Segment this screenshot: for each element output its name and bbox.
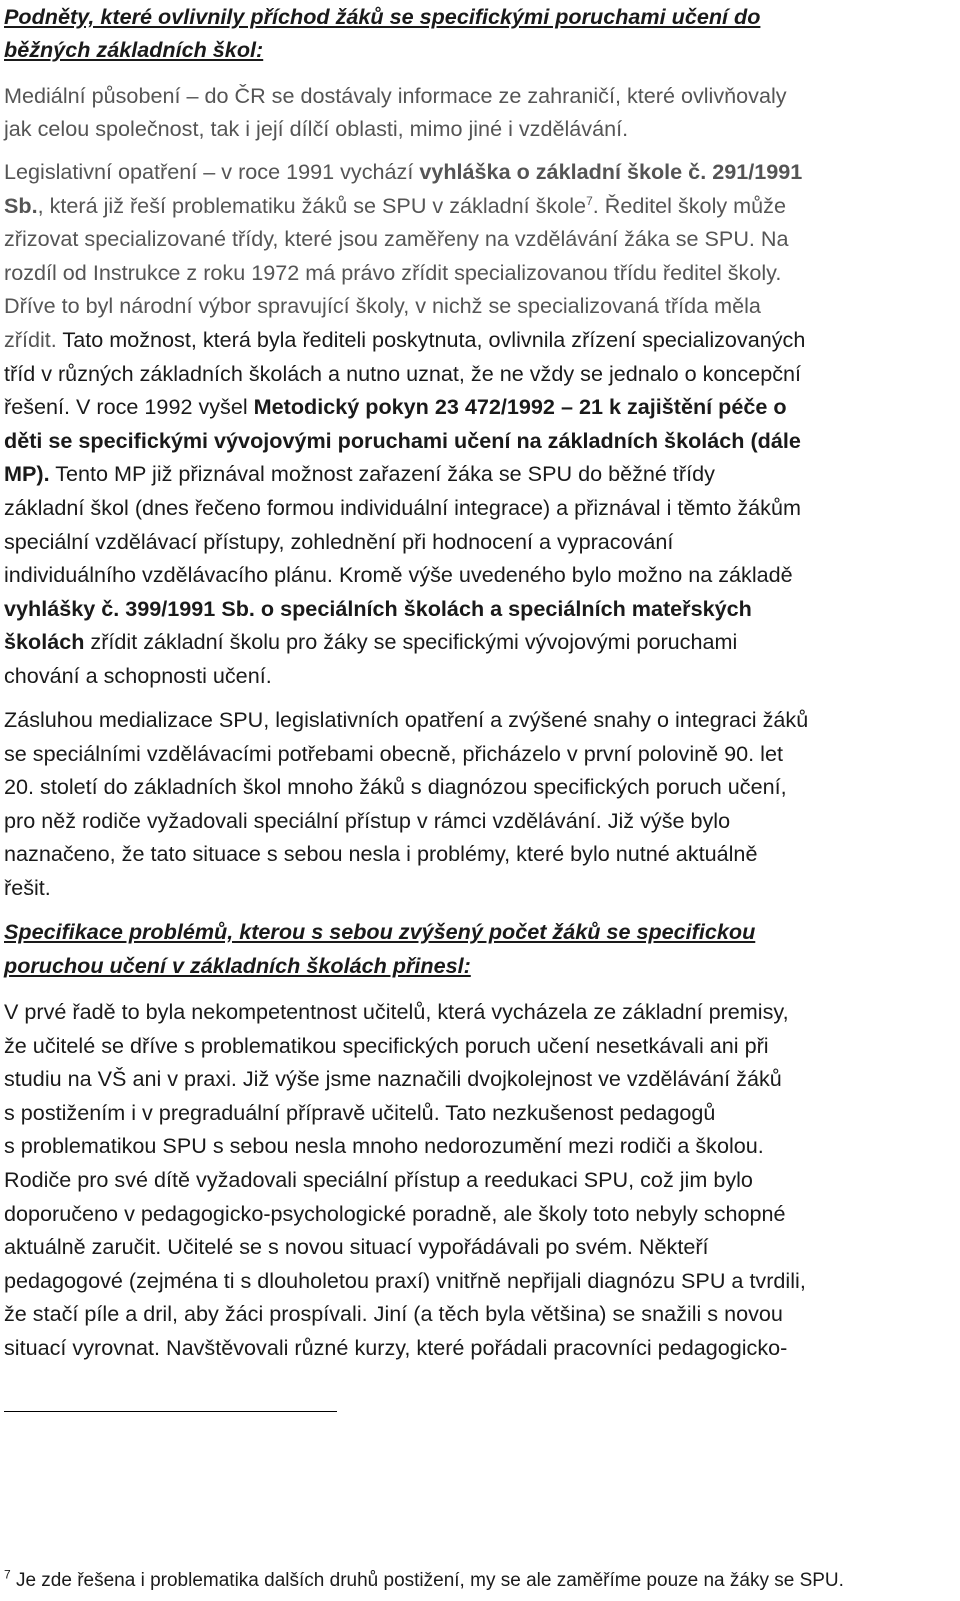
footnote [4,1567,844,1592]
footnote-text: Je zde řešena i problematika dalších druhů postižení, my se ale zaměříme pouze na žáky se SPU. [10,1570,844,1591]
paragraph-line: speciální vzdělávací přístupy, zohlednění při hodnocení a vypracování [4,528,674,554]
paragraph-line: s problematikou SPU s sebou nesla mnoho nedorozumění mezi rodiči a školou. [4,1133,764,1159]
paragraph-line: děti se specifickými vývojovými poruchami učení na základních školách (dále [4,427,801,453]
paragraph-line: 20. století do základních škol mnoho žáků s diagnózou specifických poruch učení, [4,774,787,800]
paragraph-line: že stačí píle a dril, aby žáci prospívali. Jiní (a těch byla většina) se snažili s novou [4,1301,783,1327]
paragraph-medialization [4,703,954,905]
paragraph-line: aktuálně zaručit. Učitelé se s novou situací vypořádávali po svém. Někteří [4,1234,709,1260]
paragraph-line [4,457,954,491]
section-heading-1 [4,0,954,66]
heading-2-line-1: Specifikace problémů, kterou s sebou zvýšený počet žáků se specifickou [4,919,756,944]
paragraph-problems [4,995,954,1365]
paragraph-line: situací vyrovnat. Navštěvovali různé kurzy, které pořádali pracovníci pedagogicko- [4,1334,788,1360]
paragraph-line: zřizovat specializované třídy, které jsou zaměřeny na vzdělávání žáka se SPU. Na [4,226,789,252]
decree-reference: o speciálních školách a speciálních mateřských [254,595,752,621]
paragraph-line: Zásluhou medializace SPU, legislativních opatření a zvýšené snahy o integraci žáků [4,707,809,732]
paragraph-line: pedagogové (zejména ti s dlouholetou praxí) vnitřně nepřijali diagnózu SPU a tvrdili, [4,1267,806,1293]
paragraph-line: řešit. [4,874,51,900]
text-run: řešení. [4,394,77,420]
paragraph-line: studiu na VŠ ani v praxi. Již výše jsme naznačili dvojkolejnost ve vzdělávání žáků [4,1066,782,1092]
heading-1-line-1: Podněty, které ovlivnily příchod žáků se specifickými poruchami učení do [4,4,761,29]
paragraph-line: chování a schopnosti učení. [4,662,272,688]
paragraph-line [4,390,954,424]
text-run: . Ředitel školy může [592,192,786,218]
paragraph-line: naznačeno, že tato situace s sebou nesla i problémy, které bylo nutné aktuálně [4,841,758,867]
text-run: Tato možnost, která byla řediteli poskytnuta, ovlivnila zřízení specializovaných [62,326,806,352]
paragraph-line: pro něž rodiče vyžadovali speciální přístup v rámci vzdělávání. Již výše bylo [4,807,731,833]
text-run: Kromě výše uvedeného bylo možno na základě [338,562,793,588]
paragraph-legislation [4,155,954,693]
paragraph-line: rozdíl od Instrukce z roku 1972 má právo zřídit specializovanou třídu ředitel školy. [4,259,782,285]
paragraph-line [4,323,954,357]
guideline-reference: Metodický pokyn 23 472/1992 – 21 k zajištění péče o [253,394,787,420]
paragraph-line [4,558,954,592]
text-run: Legislativní opatření – v roce 1991 vychází [4,159,420,184]
text-run: V roce 1992 vyšel [76,394,254,420]
paragraph-line: se speciálními vzdělávacími potřebami obecně, přicházelo v první polovině 90. let [4,740,783,766]
paragraph-line [4,625,954,659]
paragraph-line: V prvé řadě to byla nekompetentnost učitelů, která vycházela ze základní premisy, [4,999,789,1024]
paragraph-line [4,155,954,189]
text-run: , která již řeší problematiku žáků se SPU v základní škole [37,192,587,218]
paragraph-line: že učitelé se dříve s problematikou specifických poruch učení nesetkávali ani při [4,1032,769,1058]
heading-1-line-2: běžných základních škol: [4,37,264,62]
footnote-marker: 7 [586,193,593,208]
paragraph-line [4,592,954,626]
section-heading-2 [4,915,954,983]
footnote-separator [4,1411,337,1412]
decree-reference: školách [4,629,85,655]
paragraph-line: s postižením i v pregraduální přípravě učitelů. Tato nezkušenost pedagogů [4,1099,716,1125]
paragraph-line: Rodiče pro své dítě vyžadovali speciální přístup a reedukaci SPU, což jim bylo [4,1166,753,1192]
text-run: individuálního vzdělávacího plánu. [4,562,339,588]
decree-reference: Sb. [4,192,38,218]
paragraph-line: tříd v různých základních školách a nutno uznat, že ne vždy se jednalo o koncepční [4,360,802,386]
text-run: Tento MP již přiznával možnost zařazení žáka se SPU do běžné třídy [49,461,715,487]
paragraph-line: jak celou společnost, tak i její dílčí oblasti, mimo jiné i vzdělávání. [4,116,629,141]
paragraph-media [4,79,954,145]
decree-reference: vyhláška o základní škole č. 291/1991 [419,159,803,184]
guideline-reference: MP). [4,461,50,487]
decree-reference: vyhlášky č. 399/1991 Sb. [4,595,255,621]
text-run: zřídit. [4,326,63,352]
paragraph-line: doporučeno v pedagogicko-psychologické poradně, ale školy toto nebyly schopné [4,1200,786,1226]
footnote-number: 7 [4,1567,11,1582]
paragraph-line: Dříve to byl národní výbor spravující školy, v nichž se specializovaná třída měla [4,293,761,319]
paragraph-line [4,189,954,223]
heading-2-line-2: poruchou učení v základních školách přinesl: [4,953,471,978]
paragraph-line: základní škol (dnes řečeno formou individuální integrace) a přiznával i těmto žákům [4,494,801,520]
paragraph-line: Mediální působení – do ČR se dostávaly informace ze zahraničí, které ovlivňovaly [4,83,787,108]
text-run: zřídit základní školu pro žáky se specifickými vývojovými poruchami [84,629,738,655]
